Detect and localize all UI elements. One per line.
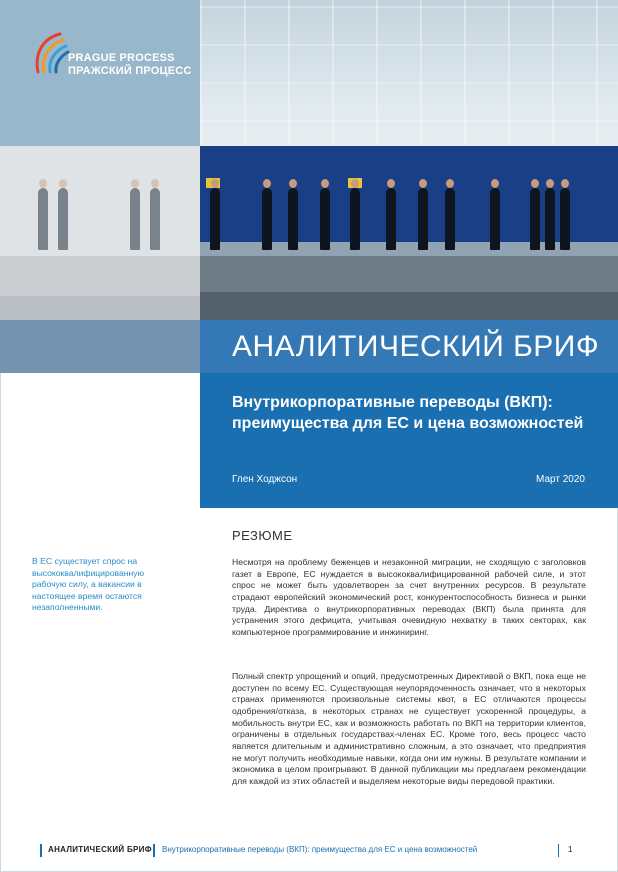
page-number: 1 [568,845,573,854]
sidebar-quote: В ЕС существует спрос на высококвалифицированную рабочую силу, а вакансии в настоящее время остаются незаполненными. [32,556,145,613]
logo-line-2: ПРАЖСКИЙ ПРОЦЕСС [68,65,192,77]
logo-line-1: PRAGUE PROCESS [68,52,175,64]
section-heading: РЕЗЮМЕ [232,528,293,543]
photo-scaffold [200,0,618,160]
body-paragraph: Несмотря на проблему беженцев и незаконной миграции, не сходящую с заголовков газет в Европе, ЕС нуждается в высококвалифицированной рабочей силе, и этот спрос не может быть удовлетворен за счет внутренних ресурсов. В результате страдают европейский экономический рост, конкурентоспособность бизнеса и рынки труда. Директива о внутрикорпоративных переводах (ВКП) была принята для устранения этого дефицита, учитывая очевидную нехватку в таких секторах, как компьютерное программирование и инжиниринг. [232,557,586,637]
author: Глен Ходжсон [232,474,298,485]
footer-divider [558,844,559,857]
page-title: АНАЛИТИЧЕСКИЙ БРИФ [232,330,600,363]
prague-process-logo-icon [30,30,70,80]
body-paragraph: Полный спектр упрощений и опций, предусмотренных Директивой о ВКП, пока еще не доступен по всему ЕС. Существующая неупорядоченность означает, что в некоторых странах применяются произвольные системы квот, в ЕС отличаются процессы одобрения/отказа, в некоторых странах не существует ускоренной процедуры, а мобильность внутри ЕС, как и возможность работать по ВКП на территории клиентов, ограничены в отдельных государствах-членах ЕС. Кроме того, весь процесс часто является длительным и административно сложным, а это означает, что предприятия не могут получить необходимые навыки, когда они им нужны. В результате компании и экономика в целом проигрывают. В данной публикации мы предлагаем рекомендации для каждой из этих областей и выделяем некоторые виды передовой практики. [232,671,586,786]
walking-people [200,170,600,250]
walking-people-grey [20,170,200,250]
footer-divider [40,844,42,857]
document-subtitle: Внутрикорпоративные переводы (ВКП): преимущества для ЕС и цена возможностей [232,394,584,432]
footer-title: АНАЛИТИЧЕСКИЙ БРИФ [48,845,152,854]
publication-date: Март 2020 [536,474,585,485]
footer-divider [153,844,155,857]
footer-subtitle: Внутрикорпоративные переводы (ВКП): преимущества для ЕС и цена возможностей [162,845,478,854]
logo-text [68,52,192,78]
